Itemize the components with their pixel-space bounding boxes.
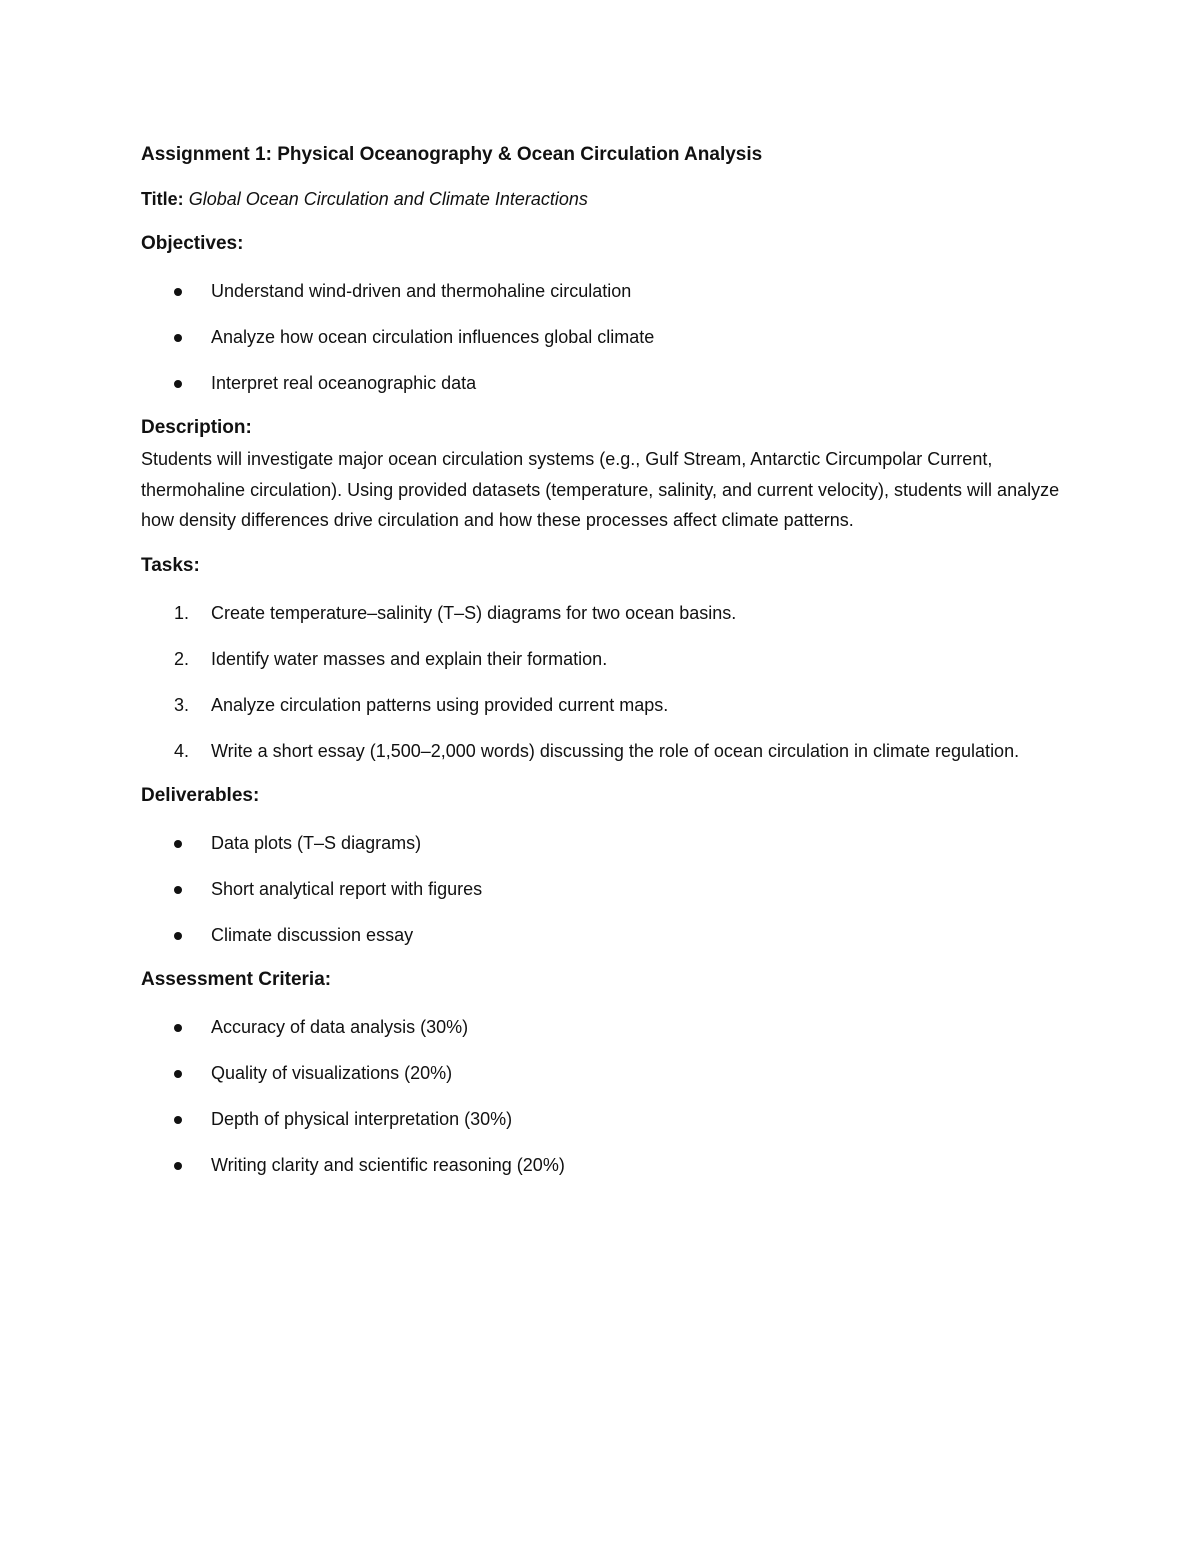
assessment-item: Writing clarity and scientific reasoning (20%) xyxy=(141,1150,1061,1180)
objectives-list xyxy=(141,276,1061,398)
task-number: 4. xyxy=(174,740,190,761)
description-text: Students will investigate major ocean circulation systems (e.g., Gulf Stream, Antarctic Circumpolar Current, thermohaline circulation). Using provided datasets (temperature, salinity, and current velocity), students will analyze how density differences drive circulation and how these processes affect climate patterns. xyxy=(141,449,1060,530)
tasks-list xyxy=(141,598,1061,766)
deliverable-item: Data plots (T–S diagrams) xyxy=(141,828,1061,858)
bullet-icon xyxy=(174,1024,182,1032)
bullet-icon xyxy=(174,1162,182,1170)
title-label: Title: xyxy=(141,189,184,209)
description-heading: Description: xyxy=(141,417,252,438)
bullet-icon xyxy=(174,334,182,342)
document-body xyxy=(141,140,1061,1196)
title-line xyxy=(141,186,1061,212)
task-item: 4. Write a short essay (1,500–2,000 words) discussing the role of ocean circulation in climate regulation. xyxy=(141,736,1061,766)
assessment-item: Depth of physical interpretation (30%) xyxy=(141,1104,1061,1134)
bullet-icon xyxy=(174,288,182,296)
objectives-heading: Objectives: xyxy=(141,233,244,254)
tasks-heading: Tasks: xyxy=(141,554,200,576)
task-number: 1. xyxy=(174,602,190,623)
assessment-heading: Assessment Criteria: xyxy=(141,968,332,990)
objective-item: Understand wind-driven and thermohaline circulation xyxy=(141,276,1061,306)
task-item: 2. Identify water masses and explain their formation. xyxy=(141,644,1061,674)
bullet-icon xyxy=(174,1116,182,1124)
title-value: Global Ocean Circulation and Climate Interactions xyxy=(188,189,588,209)
bullet-icon xyxy=(174,380,182,388)
bullet-icon xyxy=(174,886,182,894)
task-number: 2. xyxy=(174,648,190,669)
objective-item: Analyze how ocean circulation influences global climate xyxy=(141,322,1061,352)
task-item: 3. Analyze circulation patterns using provided current maps. xyxy=(141,690,1061,720)
assessment-item: Accuracy of data analysis (30%) xyxy=(141,1012,1061,1042)
task-item: 1. Create temperature–salinity (T–S) diagrams for two ocean basins. xyxy=(141,598,1061,628)
assessment-list xyxy=(141,1012,1061,1180)
bullet-icon xyxy=(174,932,182,940)
assignment-title: Assignment 1: Physical Oceanography & Ocean Circulation Analysis xyxy=(141,144,763,165)
deliverable-item: Short analytical report with figures xyxy=(141,874,1061,904)
bullet-icon xyxy=(174,840,182,848)
bullet-icon xyxy=(174,1070,182,1078)
assessment-item: Quality of visualizations (20%) xyxy=(141,1058,1061,1088)
deliverables-heading: Deliverables: xyxy=(141,784,260,806)
task-number: 3. xyxy=(174,694,190,715)
objective-item: Interpret real oceanographic data xyxy=(141,368,1061,398)
deliverable-item: Climate discussion essay xyxy=(141,920,1061,950)
deliverables-list xyxy=(141,828,1061,950)
